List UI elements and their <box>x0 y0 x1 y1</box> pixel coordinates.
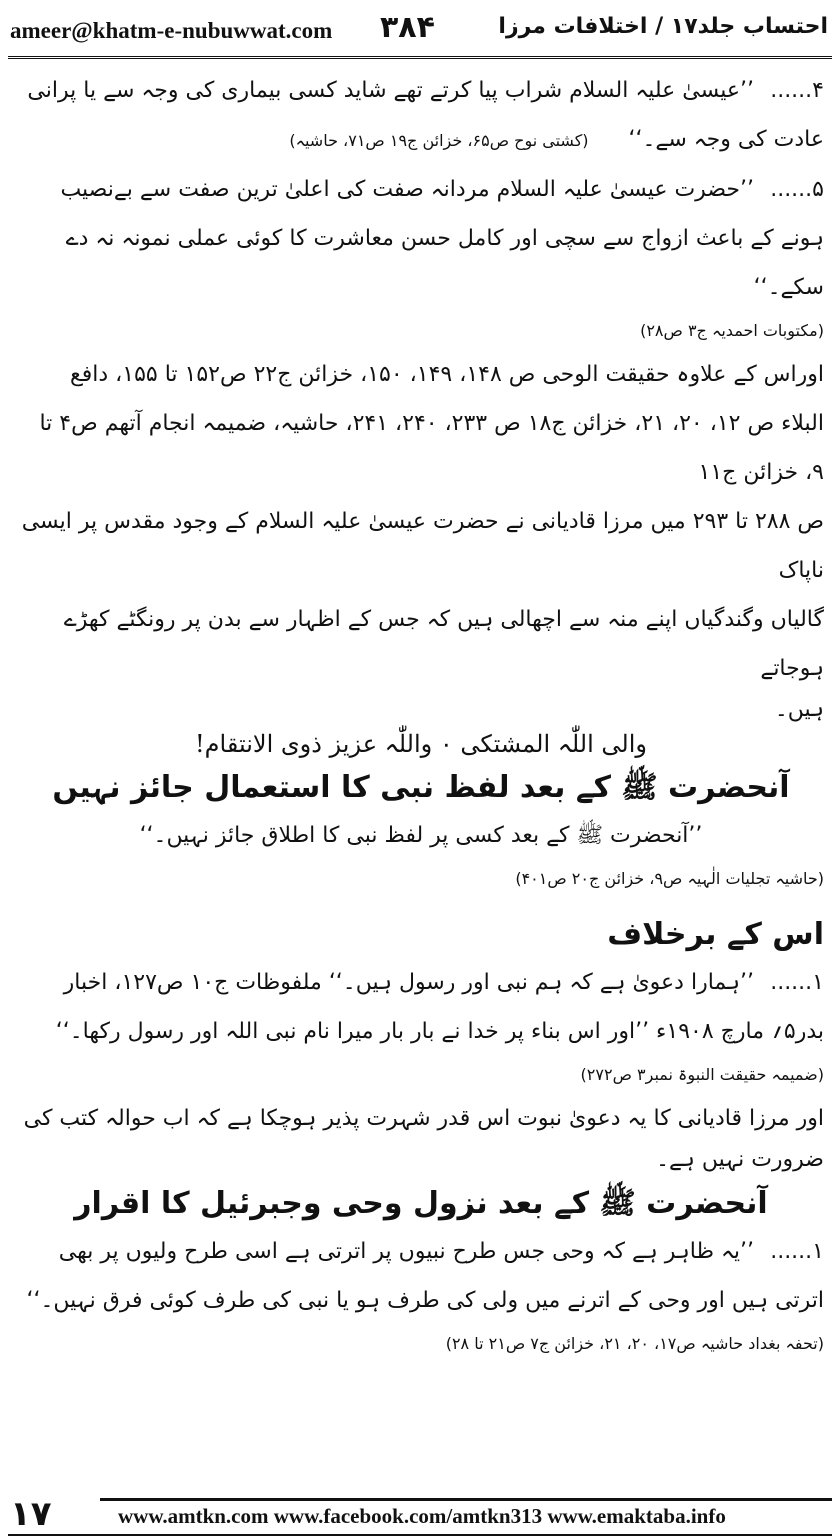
item4-line1: ۴......’’عیسیٰ علیہ السلام شراب پیا کرتے تھے شاید کسی بیماری کی وجہ سے یا پرانی <box>27 78 824 103</box>
para1-line4: گالیاں وگندگیاں اپنے منہ سے اچھالی ہیں کہ جس کے اظہار سے بدن پر رونگٹے کھڑے ہوجاتے <box>63 607 824 681</box>
footer-rule-bottom <box>8 1534 832 1536</box>
page-header <box>0 0 840 56</box>
claim1-reference: (ضمیمہ حقیقت النبوۃ نمبر۳ ص۲۷۲) <box>580 1065 824 1084</box>
item5-reference: (مکتوبات احمدیہ ج۳ ص۲۸) <box>640 321 824 340</box>
wahy1-line1: ۱......’’یہ ظاہر ہے کہ وحی جس طرح نبیوں پر اترتی ہے اسی طرح ولیوں پر بھی <box>58 1239 824 1264</box>
para2-line2: ضرورت نہیں ہے۔ <box>656 1147 824 1172</box>
heading-revelation: آنحضرت ﷺ کے بعد نزول وحی وجبرئیل کا اقرار <box>74 1186 768 1221</box>
para1-line2: البلاء ص ۱۲، ۲۰، ۲۱، خزائن ج۱۸ ص ۲۳۳، ۲۴۰، ۲۴۱، حاشیہ، ضمیمہ انجام آتھم ص۴ تا ۹، خزائن ج۱۱ <box>39 411 824 485</box>
quote1: ’’آنحضرت ﷺ کے بعد کسی پر لفظ نبی کا اطلاق جائز نہیں۔‘‘ <box>139 823 703 848</box>
header-page-number: ۳۸۴ <box>380 10 435 45</box>
item5-line2: ہونے کے باعث ازواج سے سچی اور کامل حسن معاشرت کا کوئی عملی نمونہ نہ دے سکے۔‘‘ <box>65 226 824 300</box>
item5-line1: ۵......’’حضرت عیسیٰ علیہ السلام مردانہ صفت کی اعلیٰ ترین صفت سے بےنصیب <box>60 177 824 202</box>
arabic-phrase: والی اللّٰہ المشتکی ۰ واللّٰہ عزیز ذوی الانتقام! <box>195 730 647 758</box>
heading-no-prophet-word: آنحضرت ﷺ کے بعد لفظ نبی کا استعمال جائز نہیں <box>52 770 790 805</box>
page-footer <box>0 1486 840 1540</box>
wahy1-reference: (تحفہ بغداد حاشیہ ص۱۷، ۲۰، ۲۱، خزائن ج۷ ص۲۱ تا ۲۸) <box>445 1334 824 1353</box>
item4-reference: (کشتی نوح ص۶۵، خزائن ج۱۹ ص۷۱، حاشیہ) <box>289 131 589 150</box>
header-rule <box>8 56 832 59</box>
footer-page-number: ۱۷ <box>10 1494 52 1534</box>
footer-websites: www.amtkn.com www.facebook.com/amtkn313 www.emaktaba.info <box>118 1504 726 1528</box>
quote1-reference: (حاشیہ تجلیات الٰہیہ ص۹، خزائن ج۲۰ ص۴۰۱) <box>515 869 824 888</box>
item4-line2: عادت کی وجہ سے۔‘‘(کشتی نوح ص۶۵، خزائن ج۱۹ ص۷۱، حاشیہ) <box>289 127 824 152</box>
claim1-line1: ۱......’’ہمارا دعویٰ ہے کہ ہم نبی اور رسول ہیں۔‘‘ ملفوظات ج۱۰ ص۱۲۷، اخبار <box>63 970 824 995</box>
header-title: احتساب جلد۱۷ / اختلافات مرزا <box>498 14 828 39</box>
para2-line1: اور مرزا قادیانی کا یہ دعویٰ نبوت اس قدر شہرت پذیر ہوچکا ہے کہ اب حوالہ کتب کی <box>23 1106 824 1131</box>
footer-rule-top <box>100 1498 832 1501</box>
para1-line3: ص ۲۸۸ تا ۲۹۳ میں مرزا قادیانی نے حضرت عیسیٰ علیہ السلام کے وجود مقدس پر ایسی ناپاک <box>21 509 824 583</box>
para1-line5: ہیں۔ <box>774 697 824 722</box>
claim1-line2: بدر۵؍ مارچ ۱۹۰۸ء ’’اور اس بناء پر خدا نے بار بار میرا نام نبی اللہ اور رسول رکھا۔‘‘ <box>55 1019 824 1044</box>
heading-contrary: اس کے برخلاف <box>607 917 824 952</box>
para1-line1: اوراس کے علاوہ حقیقت الوحی ص ۱۴۸، ۱۴۹، ۱۵۰، خزائن ج۲۲ ص۱۵۲ تا ۱۵۵، دافع <box>70 362 824 387</box>
header-email: ameer@khatm-e-nubuwwat.com <box>10 18 333 43</box>
page-content <box>18 66 824 1363</box>
wahy1-line2: اترتی ہیں اور وحی کے اترنے میں ولی کی طرف ہو یا نبی کی طرف کوئی فرق نہیں۔‘‘ <box>26 1288 824 1313</box>
